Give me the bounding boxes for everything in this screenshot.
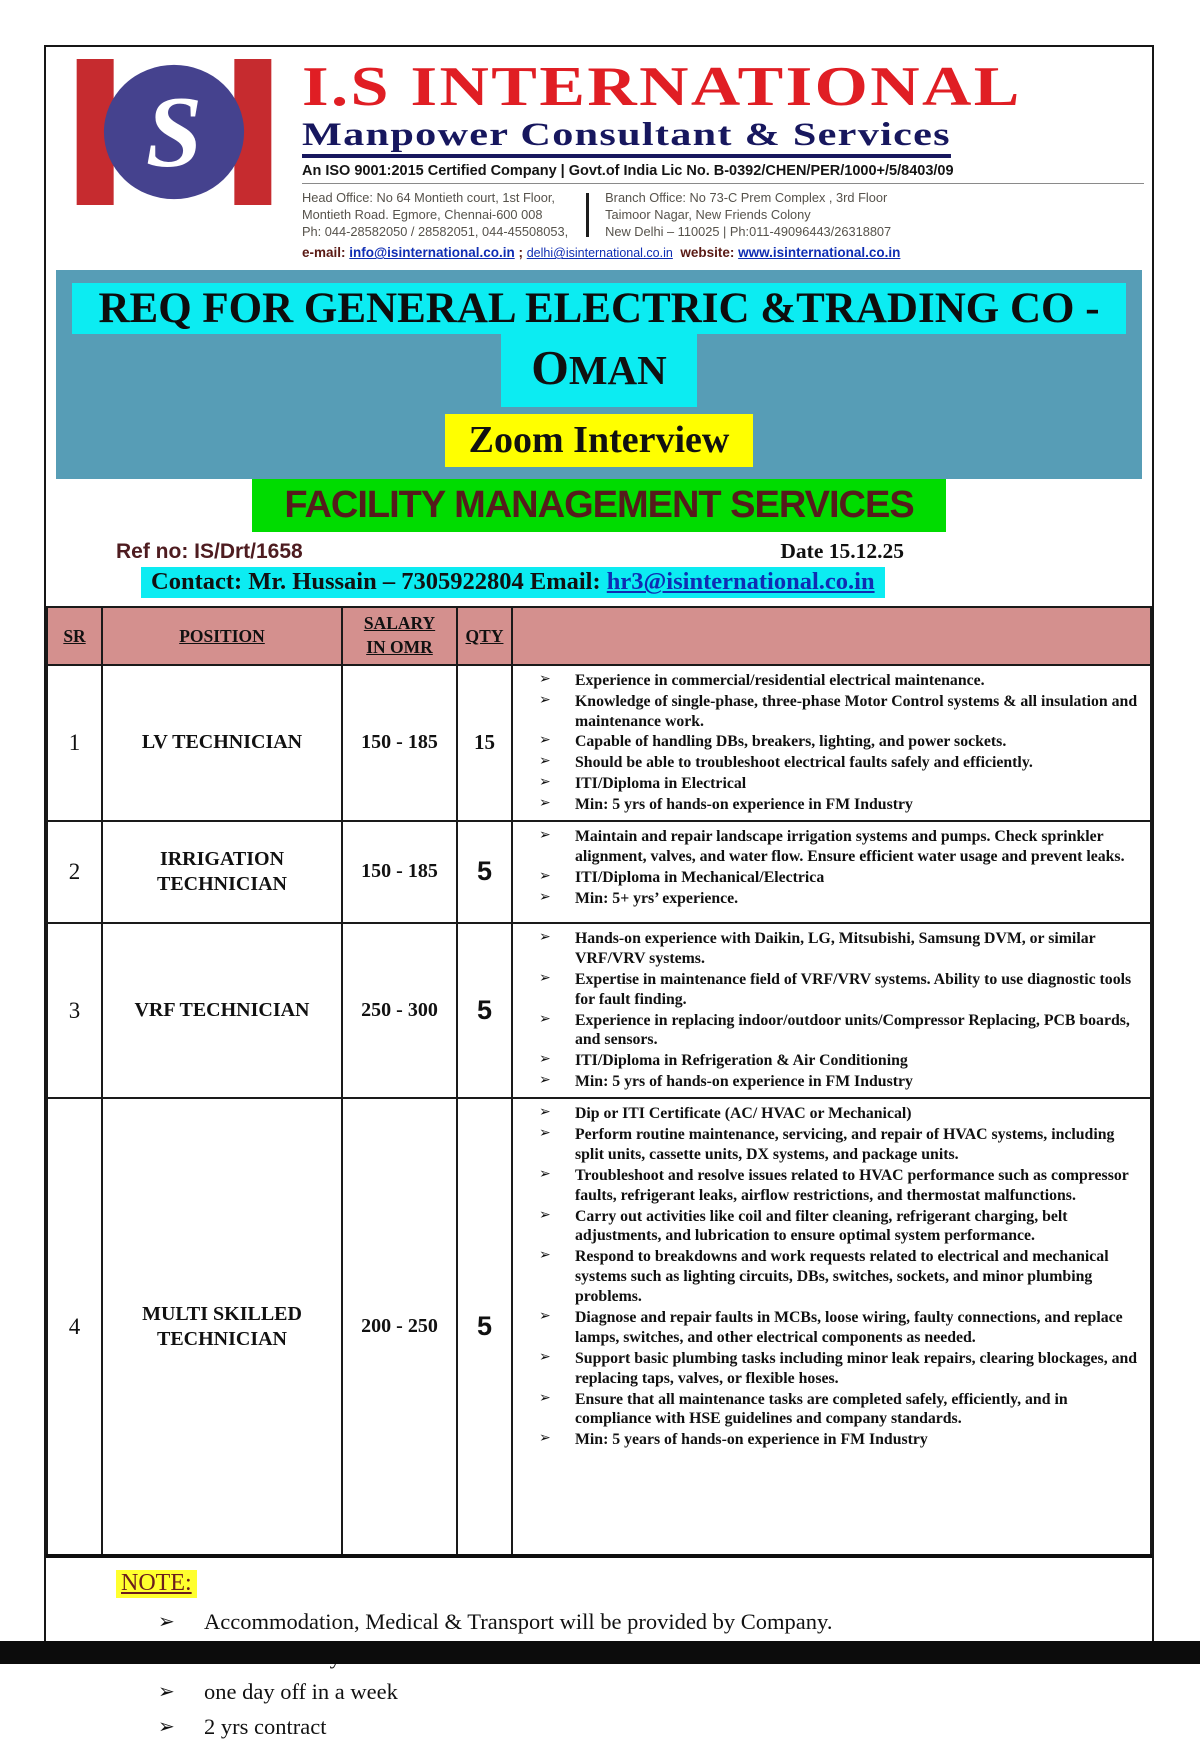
bullet-text: Min: 5 yrs of hands-on experience in FM Industry xyxy=(575,796,913,814)
bullet-text: Min: 5 yrs of hands-on experience in FM Industry xyxy=(575,1073,913,1091)
row-description-cell xyxy=(512,665,1151,821)
arrow-bullet-icon: ➢ xyxy=(539,754,551,770)
bullet-item xyxy=(158,1678,1152,1705)
row-position-title: LV TECHNICIAN xyxy=(102,665,342,821)
bullet-item xyxy=(513,970,1146,1010)
branch-office-address xyxy=(605,189,891,240)
address-line: Ph: 044-28582050 / 28582051, 044-45508053, xyxy=(302,224,569,240)
arrow-bullet-icon: ➢ xyxy=(158,1681,175,1704)
bullet-item xyxy=(513,1166,1146,1206)
arrow-bullet-icon: ➢ xyxy=(158,1716,175,1739)
bullet-text: ITI/Diploma in Electrical xyxy=(575,775,747,793)
bullet-item xyxy=(513,1308,1146,1348)
bullet-item xyxy=(513,1247,1146,1307)
arrow-bullet-icon: ➢ xyxy=(539,1166,551,1182)
arrow-bullet-icon: ➢ xyxy=(539,1011,551,1027)
arrow-bullet-icon: ➢ xyxy=(539,1248,551,1264)
company-tagline: Manpower Consultant & Services xyxy=(302,118,951,158)
bullet-text: Dip or ITI Certificate (AC/ HVAC or Mechanical) xyxy=(575,1105,912,1123)
office-addresses xyxy=(302,184,1144,240)
row-position-title: MULTI SKILLED TECHNICIAN xyxy=(102,1098,342,1556)
bullet-item xyxy=(513,692,1146,732)
arrow-bullet-icon: ➢ xyxy=(539,775,551,791)
address-line: New Delhi – 110025 | Ph:011-49096443/26318807 xyxy=(605,224,892,240)
column-header-salary: SALARY IN OMR xyxy=(342,607,457,664)
row-serial-number: 4 xyxy=(47,1098,102,1556)
table-row xyxy=(47,821,1151,923)
arrow-bullet-icon: ➢ xyxy=(539,868,551,884)
arrow-bullet-icon: ➢ xyxy=(539,671,551,687)
reference-row xyxy=(46,532,1152,564)
positions-table xyxy=(46,606,1152,1558)
arrow-bullet-icon: ➢ xyxy=(539,970,551,986)
requirement-title-country: OMAN xyxy=(501,334,697,407)
email-label: e-mail: xyxy=(302,245,346,261)
bullet-item xyxy=(513,827,1146,867)
column-header-qty: QTY xyxy=(457,607,512,664)
bullet-item xyxy=(513,1430,1146,1450)
arrow-bullet-icon: ➢ xyxy=(539,929,551,945)
arrow-bullet-icon: ➢ xyxy=(539,1309,551,1324)
contact-email-link[interactable]: hr3@isinternational.co.in xyxy=(606,568,875,596)
table-row xyxy=(47,1098,1151,1556)
website-label: website: xyxy=(680,245,735,261)
bullet-text: one day off in a week xyxy=(204,1679,398,1705)
bullet-text: Should be able to troubleshoot electrical faults safely and efficiently. xyxy=(575,754,1033,772)
address-line: Montieth Road. Egmore, Chennai-600 008 xyxy=(302,206,543,222)
row-position-title: IRRIGATION TECHNICIAN xyxy=(102,821,342,923)
iso-certification-line: An ISO 9001:2015 Certified Company | Govt.of India Lic No. B-0392/CHEN/PER/1000+/5/8403/09 xyxy=(302,158,1144,184)
bullet-text: Hands-on experience with Daikin, LG, Mitsubishi, Samsung DVM, or similar VRF/VRV systems. xyxy=(575,929,1096,967)
company-logo xyxy=(76,59,272,205)
bullet-item xyxy=(513,753,1146,773)
letterhead-text xyxy=(272,56,1144,261)
arrow-bullet-icon: ➢ xyxy=(539,692,551,708)
bullet-text: Accommodation, Medical & Transport will be provided by Company. xyxy=(204,1609,833,1635)
services-heading: FACILITY MANAGEMENT SERVICES xyxy=(252,479,945,533)
bullet-item xyxy=(513,774,1146,794)
title-banner xyxy=(56,270,1142,479)
row-quantity: 5 xyxy=(457,821,512,923)
row-salary-range: 150 - 185 xyxy=(342,665,457,821)
column-header-description xyxy=(512,607,1151,664)
arrow-bullet-icon: ➢ xyxy=(539,827,551,843)
row-quantity: 5 xyxy=(457,923,512,1098)
column-header-position: POSITION xyxy=(102,607,342,664)
svg-text:S: S xyxy=(145,76,203,189)
bullet-text: Respond to breakdowns and work requests related to electrical and mechanical systems such as lighting circuits, DBs, switches, sockets, and minor plumbing problems. xyxy=(575,1248,1109,1306)
bullet-text: Experience in replacing indoor/outdoor units/Compressor Replacing, PCB boards, and sensors. xyxy=(575,1011,1130,1049)
bullet-item xyxy=(513,929,1146,969)
arrow-bullet-icon: ➢ xyxy=(539,733,551,749)
email-separator: ; xyxy=(518,245,523,261)
row-salary-range: 150 - 185 xyxy=(342,821,457,923)
email-link-delhi[interactable]: delhi@isinternational.co.in xyxy=(526,246,673,261)
arrow-bullet-icon: ➢ xyxy=(158,1611,175,1634)
row-salary-range: 250 - 300 xyxy=(342,923,457,1098)
bullet-text: Min: 5 years of hands-on experience in FM Industry xyxy=(575,1431,928,1449)
bullet-text: Carry out activities like coil and filter cleaning, refrigerant charging, belt adjustments, and lubrication to ensure optimal system performance. xyxy=(575,1207,1068,1245)
contact-line xyxy=(141,567,885,598)
bullet-item xyxy=(158,1713,1152,1740)
address-line: Branch Office: No 73-C Prem Complex , 3rd Floor xyxy=(605,189,888,205)
arrow-bullet-icon: ➢ xyxy=(539,1431,551,1447)
bullet-text: Knowledge of single-phase, three-phase Motor Control systems & all insulation and maintenance work. xyxy=(575,692,1138,730)
bullet-text: Diagnose and repair faults in MCBs, loose wiring, faulty connections, and replace lamps, switches, and other electrical components as needed. xyxy=(575,1309,1123,1346)
table-row xyxy=(47,665,1151,821)
row-description-cell xyxy=(512,821,1151,923)
interview-mode-label: Zoom Interview xyxy=(445,414,754,467)
requirements-list xyxy=(513,1104,1146,1450)
company-name: I.S INTERNATIONAL xyxy=(302,56,1022,118)
address-line: Taimoor Nagar, New Friends Colony xyxy=(605,206,811,222)
row-quantity: 5 xyxy=(457,1098,512,1556)
row-description-cell xyxy=(512,923,1151,1098)
table-body xyxy=(47,665,1151,1556)
row-salary-range: 200 - 250 xyxy=(342,1098,457,1556)
bullet-item xyxy=(513,889,1146,909)
bullet-text: Perform routine maintenance, servicing, and repair of HVAC systems, including split units, cassette units, DX systems, and package units. xyxy=(575,1125,1115,1163)
contact-row xyxy=(46,567,1152,598)
letterhead xyxy=(46,47,1152,260)
bullet-item xyxy=(513,1011,1146,1051)
bullet-text: Maintain and repair landscape irrigation systems and pumps. Check sprinkler alignment, valves, and water flow. Ensure efficient water usage and prevent leaks. xyxy=(575,827,1125,865)
requirement-title-line1: REQ FOR GENERAL ELECTRIC &TRADING CO - xyxy=(72,283,1125,334)
bullet-item xyxy=(513,1349,1146,1389)
requirements-list xyxy=(513,827,1146,909)
row-serial-number: 3 xyxy=(47,923,102,1098)
requirements-list xyxy=(513,929,1146,1092)
bullet-text: Support basic plumbing tasks including minor leak repairs, clearing blockages, and replacing taps, valves, or flexible hoses. xyxy=(575,1349,1138,1387)
arrow-bullet-icon: ➢ xyxy=(539,1207,551,1223)
bullet-item xyxy=(513,732,1146,752)
arrow-bullet-icon: ➢ xyxy=(539,1073,551,1089)
arrow-bullet-icon: ➢ xyxy=(539,1052,551,1068)
arrow-bullet-icon: ➢ xyxy=(539,1390,551,1406)
contact-links-line xyxy=(302,240,1144,260)
row-position-title: VRF TECHNICIAN xyxy=(102,923,342,1098)
bottom-black-bar xyxy=(0,1641,1200,1664)
note-label: NOTE: xyxy=(116,1570,197,1598)
bullet-text: 2 yrs contract xyxy=(204,1714,327,1740)
bullet-item xyxy=(513,671,1146,691)
bullet-item xyxy=(158,1608,1152,1635)
bullet-text: Expertise in maintenance field of VRF/VRV systems. Ability to use diagnostic tools for fault finding. xyxy=(575,970,1132,1008)
document-frame xyxy=(44,45,1154,1740)
bullet-item xyxy=(513,1051,1146,1071)
address-divider xyxy=(586,193,589,237)
reference-number: Ref no: IS/Drt/1658 xyxy=(116,540,303,564)
bullet-text: Min: 5+ yrs’ experience. xyxy=(575,889,739,907)
row-serial-number: 1 xyxy=(47,665,102,821)
row-description-cell xyxy=(512,1098,1151,1556)
website-link[interactable]: www.isinternational.co.in xyxy=(738,245,901,261)
address-line: Head Office: No 64 Montieth court, 1st Floor, xyxy=(302,189,555,205)
arrow-bullet-icon: ➢ xyxy=(539,1125,551,1141)
bullet-item xyxy=(513,1207,1146,1247)
arrow-bullet-icon: ➢ xyxy=(539,1349,551,1365)
row-quantity: 15 xyxy=(457,665,512,821)
bullet-item xyxy=(513,1104,1146,1124)
bullet-item xyxy=(513,1072,1146,1092)
table-row xyxy=(47,923,1151,1098)
table-header-row xyxy=(47,607,1151,664)
bullet-text: Experience in commercial/residential electrical maintenance. xyxy=(575,671,985,689)
arrow-bullet-icon: ➢ xyxy=(539,889,551,905)
bullet-text: ITI/Diploma in Refrigeration & Air Conditioning xyxy=(575,1052,908,1070)
bullet-item xyxy=(513,1390,1146,1430)
bullet-item xyxy=(513,795,1146,815)
bullet-text: ITI/Diploma in Mechanical/Electrica xyxy=(575,868,825,886)
bullet-item xyxy=(513,1125,1146,1165)
arrow-bullet-icon: ➢ xyxy=(539,1105,551,1121)
bullet-text: Capable of handling DBs, breakers, lighting, and power sockets. xyxy=(575,733,1007,751)
date-label: Date 15.12.25 xyxy=(780,539,904,564)
note-list xyxy=(158,1608,1152,1740)
email-link-primary[interactable]: info@isinternational.co.in xyxy=(349,245,515,261)
contact-text: Contact: Mr. Hussain – 7305922804 Email: xyxy=(151,568,607,596)
row-serial-number: 2 xyxy=(47,821,102,923)
head-office-address xyxy=(302,189,568,240)
arrow-bullet-icon: ➢ xyxy=(539,796,551,812)
requirements-list xyxy=(513,671,1146,815)
bullet-text: Ensure that all maintenance tasks are completed safely, efficiently, and in compliance with HSE guidelines and company standards. xyxy=(575,1390,1068,1428)
bullet-text: Troubleshoot and resolve issues related to HVAC performance such as compressor faults, refrigerant leaks, airflow restrictions, and thermostat malfunctions. xyxy=(575,1166,1129,1204)
column-header-sr: SR xyxy=(47,607,102,664)
bullet-item xyxy=(513,868,1146,888)
